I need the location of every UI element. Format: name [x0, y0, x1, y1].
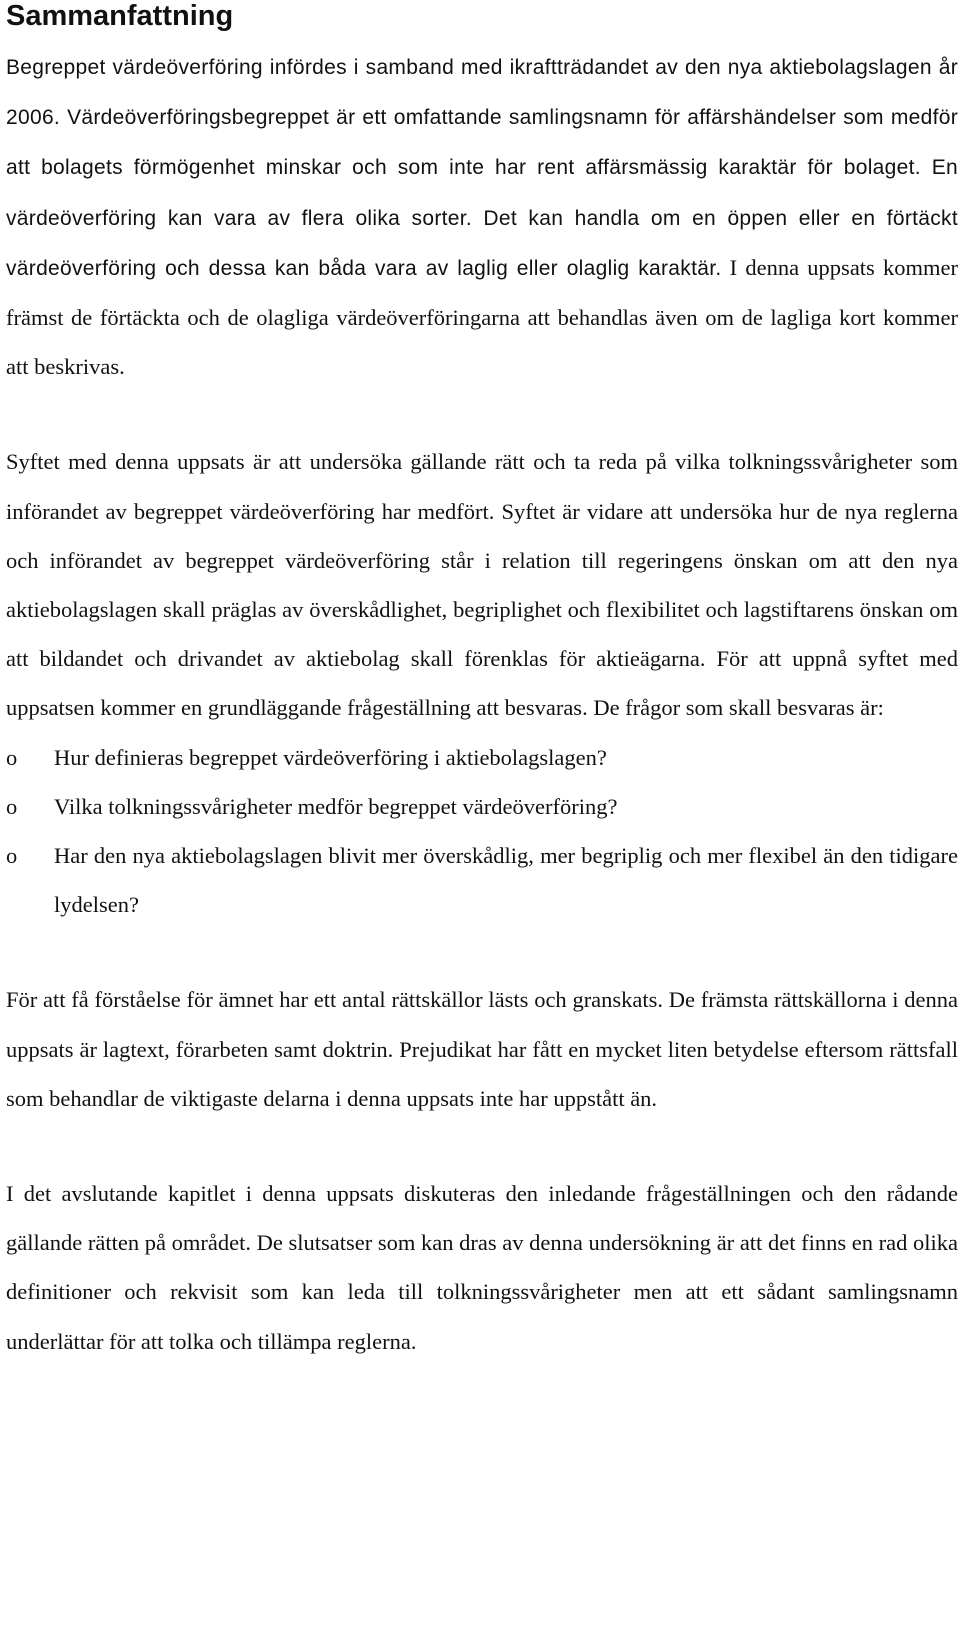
summary-paragraph-1-serif-text: I denna uppsats kommer främst de förtäckta och de olagliga värdeöverföringarna att behandlas även om de lagliga kort kommer att beskrivas.	[6, 254, 959, 380]
question-text: Hur definieras begreppet värdeöverföring i aktiebolagslagen?	[54, 744, 607, 770]
bullet-icon: o	[6, 793, 18, 819]
research-questions-list	[6, 733, 958, 930]
document-page	[6, 0, 958, 1366]
list-item	[6, 733, 958, 782]
list-item	[6, 782, 958, 831]
question-text: Har den nya aktiebolagslagen blivit mer överskådlig, mer begriplig och mer flexibel än den tidigare lydelsen?	[54, 843, 958, 918]
bullet-icon: o	[6, 744, 18, 770]
method-paragraph: För att få förståelse för ämnet har ett antal rättskällor lästs och granskats. De främsta rättskällorna i denna uppsats är lagtext, förarbeten samt doktrin. Prejudikat har fått en mycket liten betydelse eftersom rättsfall som behandlar de viktigaste delarna i denna uppsats inte har uppstått än.	[6, 987, 958, 1111]
bullet-icon: o	[6, 843, 18, 869]
purpose-paragraph: Syftet med denna uppsats är att undersöka gällande rätt och ta reda på vilka tolkningssvårigheter som införandet av begreppet värdeöverföring har medfört. Syftet är vidare att undersöka hur de nya reglerna och införandet av begreppet värdeöverföring står i relation till regeringens önskan om att den nya aktiebolagslagen skall präglas av överskådlighet, begriplighet och flexibilitet och lagstiftarens önskan om att bildandet och drivandet av aktiebolag skall förenklas för aktieägarna. För att uppnå syftet med uppsatsen kommer en grundläggande frågeställning att besvaras. De frågor som skall besvaras är:	[6, 449, 958, 721]
summary-paragraph-1	[6, 42, 958, 391]
conclusion-paragraph: I det avslutande kapitlet i denna uppsats diskuteras den inledande frågeställningen och den rådande gällande rätten på området. De slutsatser som kan dras av denna undersökning är att det finns en rad olika definitioner och rekvisit som kan leda till tolkningssvårigheter men att ett sådant samlingsnamn underlättar för att tolka och tillämpa reglerna.	[6, 1181, 958, 1354]
question-text: Vilka tolkningssvårigheter medför begreppet värdeöverföring?	[54, 793, 618, 819]
summary-paragraph-1-sans-text: Begreppet värdeöverföring infördes i samband med ikraftträdandet av den nya aktiebolagslagen år 2006. Värdeöverföringsbegreppet är ett omfattande samlingsnamn för affärshändelser som medför att bolagets förmögenhet minskar och som inte har rent affärsmässig karaktär för bolaget. En värdeöverföring kan vara av flera olika sorter. Det kan handla om en öppen eller en förtäckt värdeöverföring och dessa kan båda vara av laglig eller olaglig karaktär.	[6, 56, 958, 280]
list-item	[6, 831, 958, 929]
page-title: Sammanfattning	[6, 0, 234, 32]
